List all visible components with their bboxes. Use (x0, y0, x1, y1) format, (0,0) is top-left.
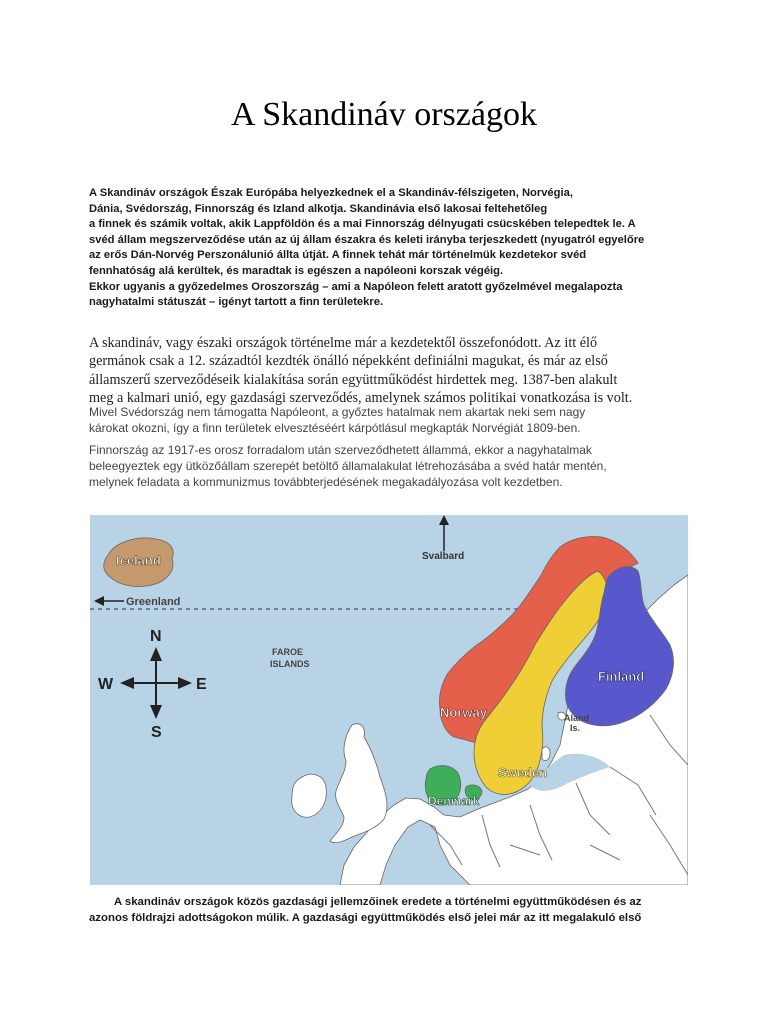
text-line: a finnek és számik voltak, akik Lappföldön és a mai Finnország délnyugati csücskében telepedtek le. A (89, 218, 636, 231)
text-line: A skandináv országok közös gazdasági jellemzőinek eredete a történelmi együttműködésen és az (89, 896, 642, 908)
text-line: A skandináv, vagy északi országok történelme már a kezdetektől összefonódott. Az itt élő (89, 335, 598, 351)
aland-label-line1: Aland (564, 713, 590, 723)
paragraph-intro (89, 186, 689, 311)
compass-s-label: S (151, 724, 162, 741)
norway-label: Norway (440, 705, 487, 720)
compass-w-label: W (98, 676, 114, 693)
paragraph-napoleon (89, 405, 689, 436)
faroe-label-line2: ISLANDS (270, 659, 310, 669)
sweden-label: Sweden (498, 765, 548, 780)
compass-n-label: N (150, 628, 162, 645)
text-line: az erős Dán-Norvég Perszonálunió állta útját. A finnek tehát már történelmük kezdetekor svéd (89, 249, 587, 262)
svalbard-label: Svalbard (422, 551, 465, 562)
text-line: meg a kalmari unió, egy gazdasági szerveződés, amelynek számos politikai vonatkozása is volt. (89, 389, 633, 406)
iceland-label: Iceland (116, 553, 161, 568)
gotland-shape (542, 747, 550, 761)
text-line: A Skandináv országok Észak Európába helyezkednek el a Skandináv-félszigeten, Norvégia, (89, 187, 573, 199)
text-line: Ekkor ugyanis a győzedelmes Oroszország – ami a Napóleon felett aratott győzelmével megalapozta (89, 280, 623, 293)
denmark-label: Denmark (428, 794, 480, 808)
finland-label: Finland (598, 669, 645, 684)
text-line: germánok csak a 12. századtól kezdték önálló népekként definiálni magukat, és már az első (89, 353, 608, 370)
text-line: svéd állam megszerveződése után az új állam északra és keleti irányba terjeszkedett (nyugatról egyelőre (89, 233, 645, 246)
text-line: államszerű szerveződéseik kialakítása során együttműködést hirdettek meg. 1387-ben alakult (89, 371, 618, 388)
text-line: nagyhatalmi státuszát – igényt tartott a finn területekre. (89, 296, 384, 309)
text-line: melynek feladata a kommunizmus továbbterjedésének megakadályozása volt kezdetben. (89, 474, 563, 489)
text-line: Dánia, Svédország, Finnország és Izland alkotja. Skandinávia első lakosai feltehetőleg (89, 202, 548, 215)
text-line: fennhatóság alá kerültek, és maradtak is egészen a napóleoni korszak végéig. (89, 264, 504, 277)
compass-e-label: E (196, 676, 207, 693)
faroe-label-line1: FAROE (272, 647, 304, 657)
paragraph-economy (89, 894, 689, 926)
document-title: A Skandináv országok (231, 96, 537, 133)
paragraph-finland (89, 443, 689, 490)
aland-label-line2: Is. (570, 723, 581, 733)
text-line: Finnország az 1917-es orosz forradalom után szerveződhetett állammá, ekkor a nagyhatalmak (89, 443, 592, 457)
greenland-label: Greenland (126, 596, 181, 608)
text-line: beleegyeztek egy ütközőállam szerepét betöltő államalakulat létrehozásába a svéd határ mentén, (89, 458, 607, 473)
text-line: Mivel Svédország nem támogatta Napóleont, a győztes hatalmak nem akartak neki sem nagy (89, 405, 586, 419)
paragraph-history (89, 334, 689, 407)
text-line: azonos földrajzi adottságokon múlik. A gazdasági együttműködés első jelei már az itt megalakuló első (89, 912, 642, 924)
text-line: károkat okozni, így a finn területek elvesztéséért kárpótlásul megkapták Norvégiát 1809-ben. (89, 420, 581, 435)
scandinavia-map (90, 515, 688, 885)
